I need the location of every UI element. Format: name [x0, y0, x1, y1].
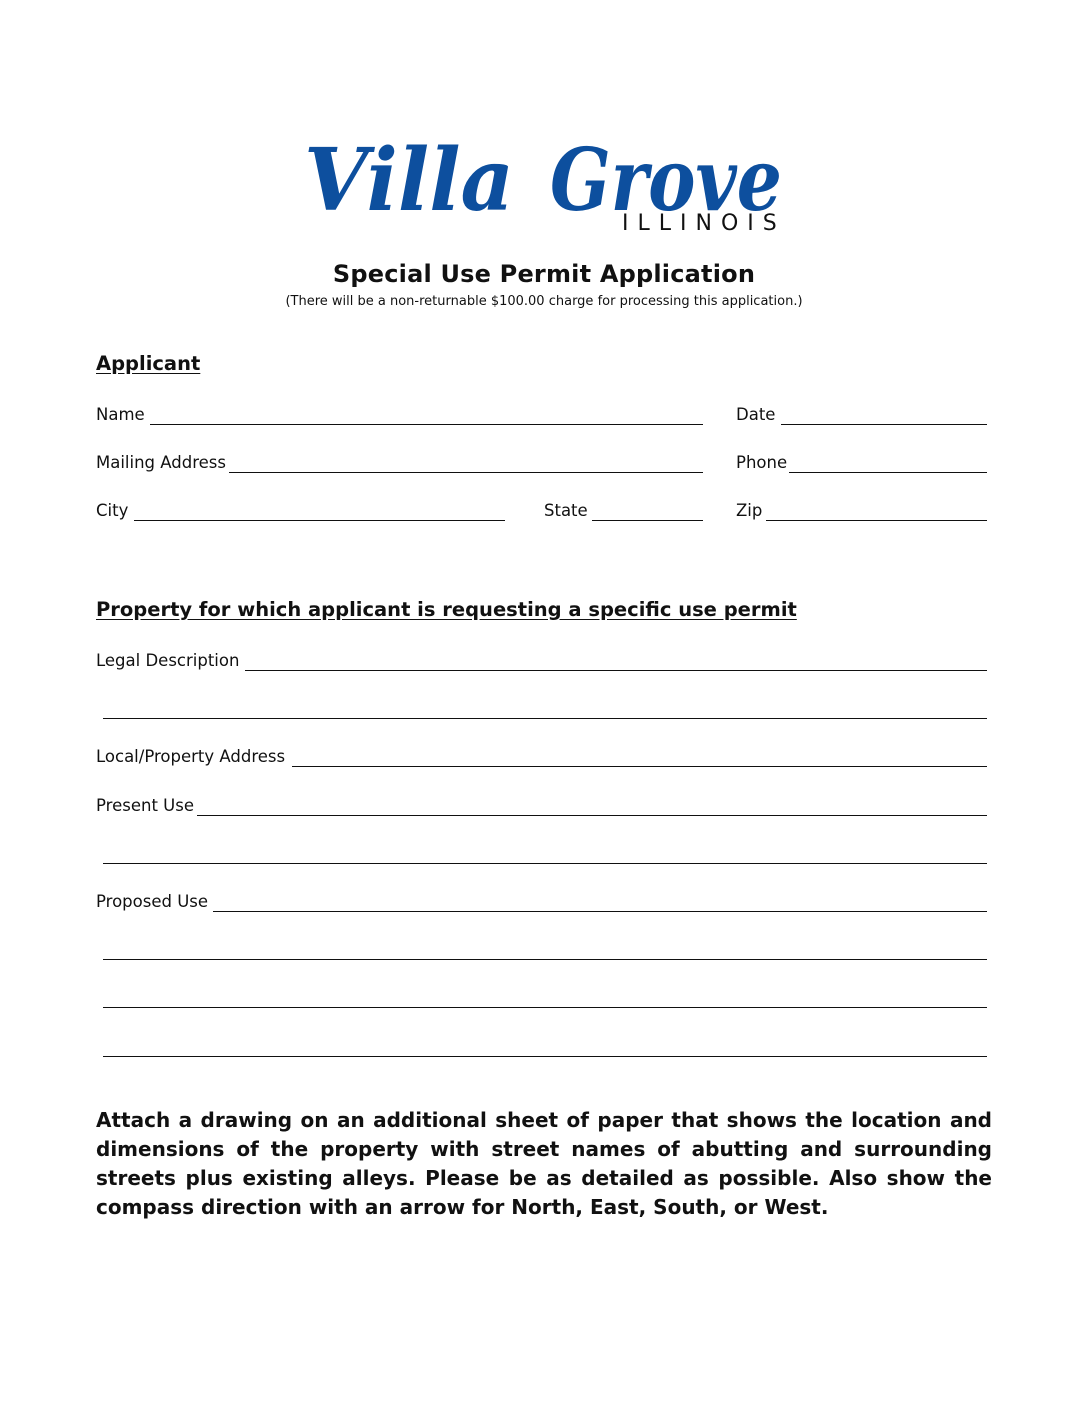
proposed-use-field-line-3[interactable]: [103, 1007, 987, 1008]
present-use-field[interactable]: [197, 815, 987, 816]
city-label: City: [96, 501, 129, 520]
city-field[interactable]: [134, 520, 505, 521]
name-label: Name: [96, 405, 145, 424]
proposed-use-field[interactable]: [213, 911, 987, 912]
svg-text:Grove: Grove: [550, 130, 782, 231]
drawing-instructions: Attach a drawing on an additional sheet of paper that shows the location and dimensions of the property with street names of abutting and surrounding streets plus existing alleys. Please be as detailed as possible. Also show the compass direction with an arrow for North, East, South, or West.: [96, 1108, 992, 1219]
form-subtitle: (There will be a non-returnable $100.00 charge for processing this application.): [285, 294, 803, 309]
logo-state-text: ILLINOIS: [622, 211, 786, 236]
svg-text:Villa: Villa: [304, 130, 514, 231]
present-use-field-line-2[interactable]: [103, 863, 987, 864]
proposed-use-field-line-2[interactable]: [103, 959, 987, 960]
property-heading: Property for which applicant is requesting a specific use permit: [96, 598, 797, 621]
legal-description-field[interactable]: [245, 670, 987, 671]
applicant-heading: Applicant: [96, 352, 201, 375]
present-use-label: Present Use: [96, 796, 194, 815]
date-label: Date: [736, 405, 776, 424]
legal-description-label: Legal Description: [96, 651, 240, 670]
proposed-use-label: Proposed Use: [96, 892, 209, 911]
mailing-address-label: Mailing Address: [96, 453, 226, 472]
state-field[interactable]: [592, 520, 703, 521]
local-property-address-field[interactable]: [292, 766, 987, 767]
phone-field[interactable]: [789, 472, 987, 473]
zip-label: Zip: [736, 501, 763, 520]
villa-grove-logo: [300, 118, 790, 246]
legal-description-field-line-2[interactable]: [103, 718, 987, 719]
mailing-address-field[interactable]: [229, 472, 703, 473]
date-field[interactable]: [781, 424, 987, 425]
state-label: State: [544, 501, 588, 520]
form-title: Special Use Permit Application: [332, 260, 756, 288]
local-property-address-label: Local/Property Address: [96, 747, 286, 766]
phone-label: Phone: [736, 453, 788, 472]
zip-field[interactable]: [766, 520, 987, 521]
name-field[interactable]: [150, 424, 703, 425]
proposed-use-field-line-4[interactable]: [103, 1056, 987, 1057]
